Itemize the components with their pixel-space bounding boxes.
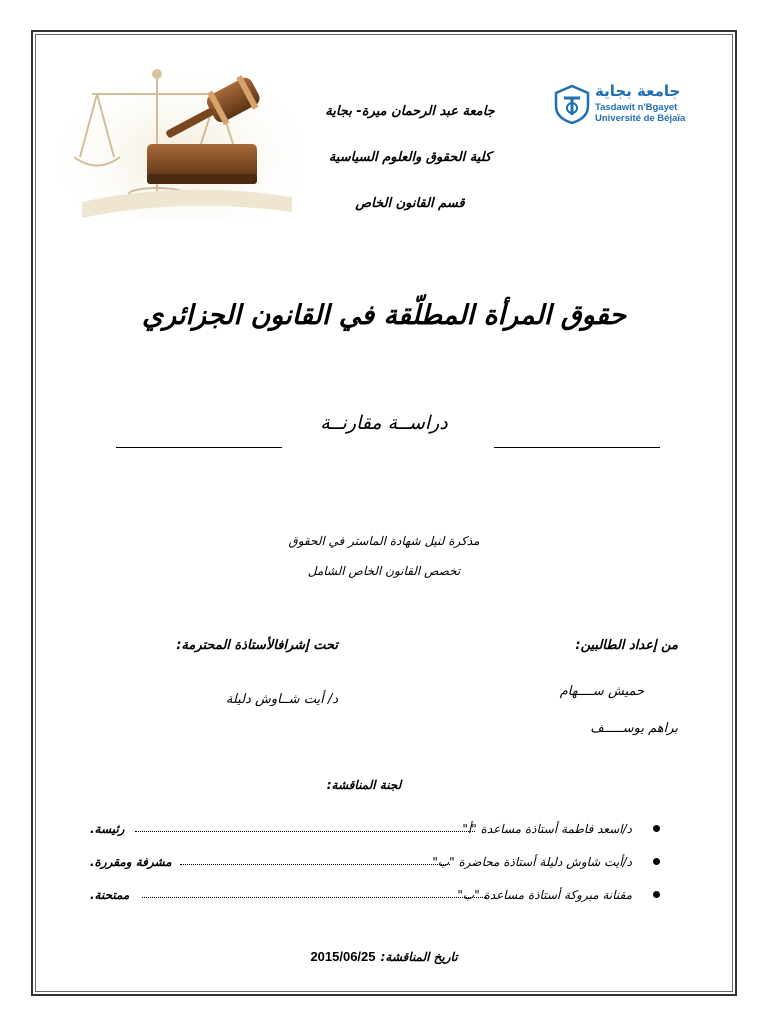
committee-member-row [90, 822, 660, 840]
university-emblem-icon [553, 84, 591, 124]
university-name: جامعة عبد الرحمان ميرة- بجاية [325, 104, 495, 119]
committee-member-row [90, 855, 660, 873]
thesis-specialty: تخصص القانون الخاص الشامل [307, 564, 461, 578]
student-name-2: براهم يوســـــف [590, 721, 678, 736]
committee-role: ممتحنة. [90, 888, 130, 902]
logo-french-name: Université de Béjaïa [595, 113, 686, 124]
committee-member: د/اسعد فاطمة أستاذة مساعدة "أ" [462, 822, 632, 836]
committee-member: مقنانة مبروكة أستاذة مساعدة "ب" [457, 888, 632, 902]
subtitle-rule-left [116, 447, 282, 448]
student-name-1: حميش ســــهام [559, 684, 644, 699]
subtitle-rule-right [494, 447, 660, 448]
committee-label: لجنة المناقشة: [326, 778, 402, 792]
committee-role: مشرفة ومقررة. [90, 855, 172, 869]
committee-member-row [90, 888, 660, 906]
logo-kabyle-name: Tasdawit n'Bgayet [595, 102, 678, 113]
faculty-name: كلية الحقوق والعلوم السياسية [328, 150, 492, 165]
justice-scales-gavel-illustration [62, 62, 302, 220]
logo-arabic-name: جامعة بجاية [595, 82, 681, 100]
committee-role: رئيسة. [90, 822, 125, 836]
bullet-icon [653, 825, 660, 832]
supervisor-label: تحت إشرافالأستاذة المحترمة: [176, 638, 338, 653]
thesis-subtitle: دراســة مقارنــة [320, 412, 448, 434]
bullet-icon [653, 891, 660, 898]
department-name: قسم القانون الخاص [355, 196, 465, 211]
defense-date: 2015/06/25 [310, 949, 376, 964]
thesis-purpose: مذكرة لنيل شهادة الماستر في الحقوق [288, 534, 480, 548]
thesis-title: حقوق المرأة المطلّقة في القانون الجزائري [141, 300, 627, 331]
dotted-leader [180, 864, 450, 865]
students-label: من إعداد الطالبين: [575, 638, 678, 653]
bullet-icon [653, 858, 660, 865]
defense-date-line [0, 946, 768, 965]
defense-date-label: تاريخ المناقشة: [380, 950, 458, 964]
university-logo [553, 82, 698, 128]
committee-member: د/أيت شاوش دليلة أستاذة محاضرة "ب" [432, 855, 632, 869]
supervisor-name: د/ أيت شــاوش دليلة [225, 692, 338, 707]
dotted-leader [142, 897, 487, 898]
dotted-leader [135, 831, 475, 832]
